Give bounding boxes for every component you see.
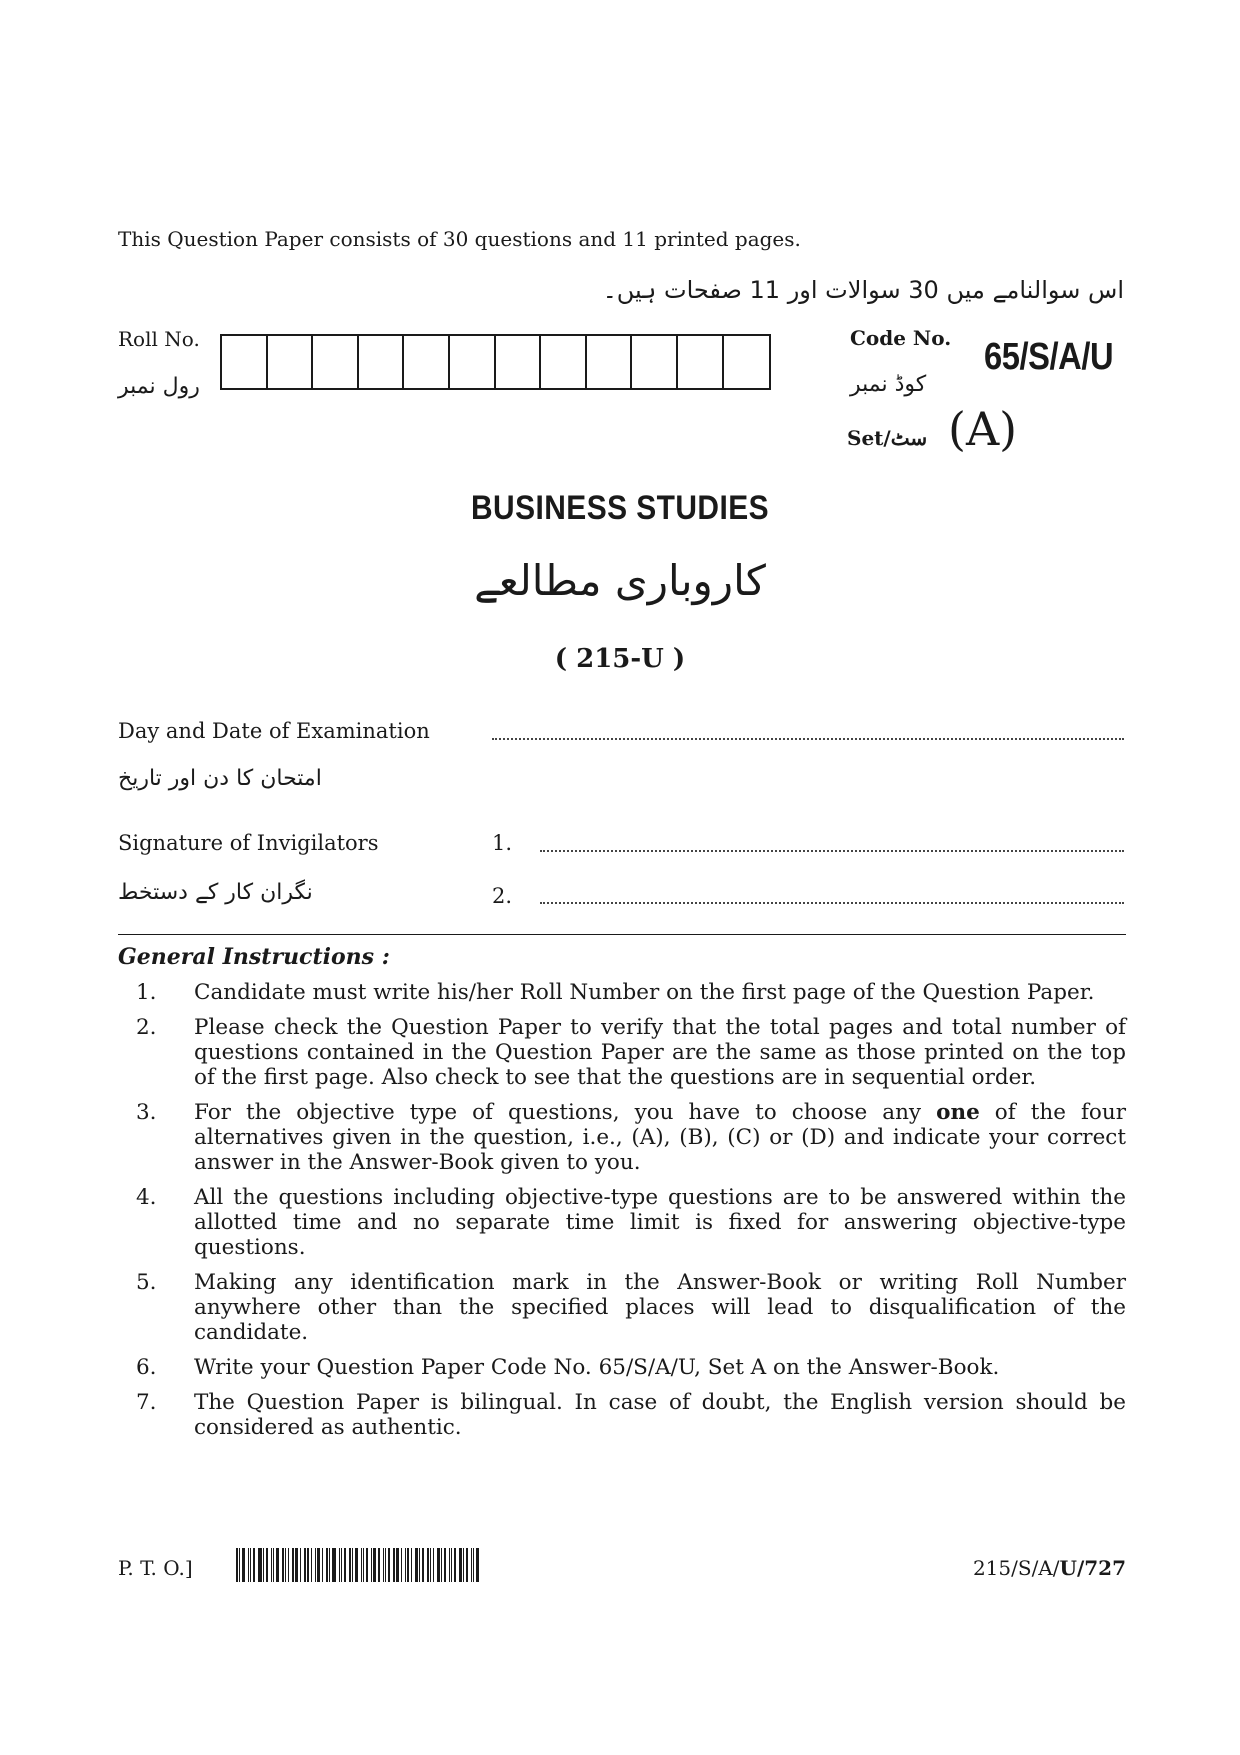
- instruction-text: Candidate must write his/her Roll Number on the first page of the Question Paper.: [194, 980, 1095, 1005]
- roll-number-box[interactable]: [724, 336, 770, 388]
- invigilator-2-number: 2.: [492, 884, 513, 908]
- instruction-item: [118, 980, 1126, 1005]
- roll-number-label: Roll No.: [118, 327, 200, 351]
- subject-title-urdu: کاروباری مطالعے: [474, 556, 766, 605]
- invigilator-2-signature-field[interactable]: [540, 902, 1124, 904]
- roll-number-box[interactable]: [450, 336, 496, 388]
- instruction-text: Making any identification mark in the Answer-Book or writing Roll Number anywhere other than the specified places will lead to disqualification of the candidate.: [194, 1270, 1126, 1345]
- instruction-number: 5.: [136, 1270, 157, 1295]
- page-code: [973, 1556, 1126, 1580]
- instruction-number: 4.: [136, 1185, 157, 1210]
- instruction-emphasis: one: [936, 1100, 980, 1125]
- roll-number-box[interactable]: [268, 336, 314, 388]
- roll-number-boxes[interactable]: [220, 334, 771, 390]
- roll-number-box[interactable]: [541, 336, 587, 388]
- instruction-text-part: For the objective type of questions, you have to choose any: [194, 1100, 937, 1125]
- instruction-item: [118, 1355, 1126, 1380]
- invigilator-1-signature-field[interactable]: [540, 850, 1124, 852]
- instruction-number: 3.: [136, 1100, 157, 1125]
- instruction-item: [118, 1390, 1126, 1440]
- instruction-item: [118, 1100, 1126, 1175]
- instruction-number: 6.: [136, 1355, 157, 1380]
- roll-number-label-urdu: رول نمبر: [118, 374, 200, 399]
- subject-code: ( 215-U ): [554, 644, 686, 674]
- invigilator-1-number: 1.: [492, 831, 513, 855]
- code-number-value: 65/S/A/U: [984, 336, 1114, 378]
- paper-info-note: This Question Paper consists of 30 questions and 11 printed pages.: [118, 227, 801, 251]
- instruction-number: 7.: [136, 1390, 157, 1415]
- code-number-label: Code No.: [850, 326, 952, 350]
- instruction-text: The Question Paper is bilingual. In case of doubt, the English version should be considered as authentic.: [194, 1390, 1126, 1440]
- instruction-text: All the questions including objective-type questions are to be answered within the allotted time and no separate time limit is fixed for answering objective-type questions.: [194, 1185, 1126, 1260]
- instructions-list: [118, 980, 1126, 1450]
- roll-number-box[interactable]: [222, 336, 268, 388]
- paper-info-note-urdu: اس سوالنامے میں 30 سوالات اور 11 صفحات ہیں۔: [602, 276, 1124, 304]
- instruction-item: [118, 1270, 1126, 1345]
- page-code-suffix: U/727: [1059, 1556, 1126, 1580]
- instruction-item: [118, 1185, 1126, 1260]
- instruction-text-part: of the four alternatives given in the question, i.e., (A), (B), (C) or (D) and indicate your correct answer in the Answer-Book given to you.: [194, 1100, 1126, 1175]
- set-label: Set/سٹ: [847, 426, 928, 450]
- exam-date-field[interactable]: [492, 738, 1124, 740]
- divider: [118, 934, 1126, 935]
- roll-number-box[interactable]: [587, 336, 633, 388]
- roll-number-box[interactable]: [313, 336, 359, 388]
- set-value: (A): [948, 402, 1018, 456]
- instruction-text: Please check the Question Paper to verify that the total pages and total number of questions contained in the Question Paper are the same as those printed on the top of the first page. Also check to see that the questions are in sequential order.: [194, 1015, 1126, 1090]
- roll-number-box[interactable]: [359, 336, 405, 388]
- exam-date-label-urdu: امتحان کا دن اور تاریخ: [118, 766, 322, 791]
- instruction-number: 2.: [136, 1015, 157, 1040]
- roll-number-box[interactable]: [678, 336, 724, 388]
- page-code-prefix: 215/S/A/: [972, 1556, 1060, 1580]
- invigilators-label-urdu: نگران کار کے دستخط: [118, 880, 313, 905]
- roll-number-box[interactable]: [632, 336, 678, 388]
- pto-label: P. T. O.]: [118, 1556, 193, 1580]
- instruction-item: [118, 1015, 1126, 1090]
- roll-number-box[interactable]: [404, 336, 450, 388]
- instruction-number: 1.: [136, 980, 157, 1005]
- subject-title: BUSINESS STUDIES: [471, 489, 769, 527]
- invigilators-label: Signature of Invigilators: [118, 831, 379, 855]
- instruction-text: [194, 1100, 1126, 1175]
- exam-date-label: Day and Date of Examination: [118, 719, 430, 743]
- code-number-label-urdu: کوڈ نمبر: [850, 372, 927, 397]
- roll-number-box[interactable]: [496, 336, 542, 388]
- barcode: [236, 1548, 482, 1582]
- instruction-text: Write your Question Paper Code No. 65/S/A/U, Set A on the Answer-Book.: [194, 1355, 1000, 1380]
- instructions-heading: General Instructions :: [118, 944, 390, 970]
